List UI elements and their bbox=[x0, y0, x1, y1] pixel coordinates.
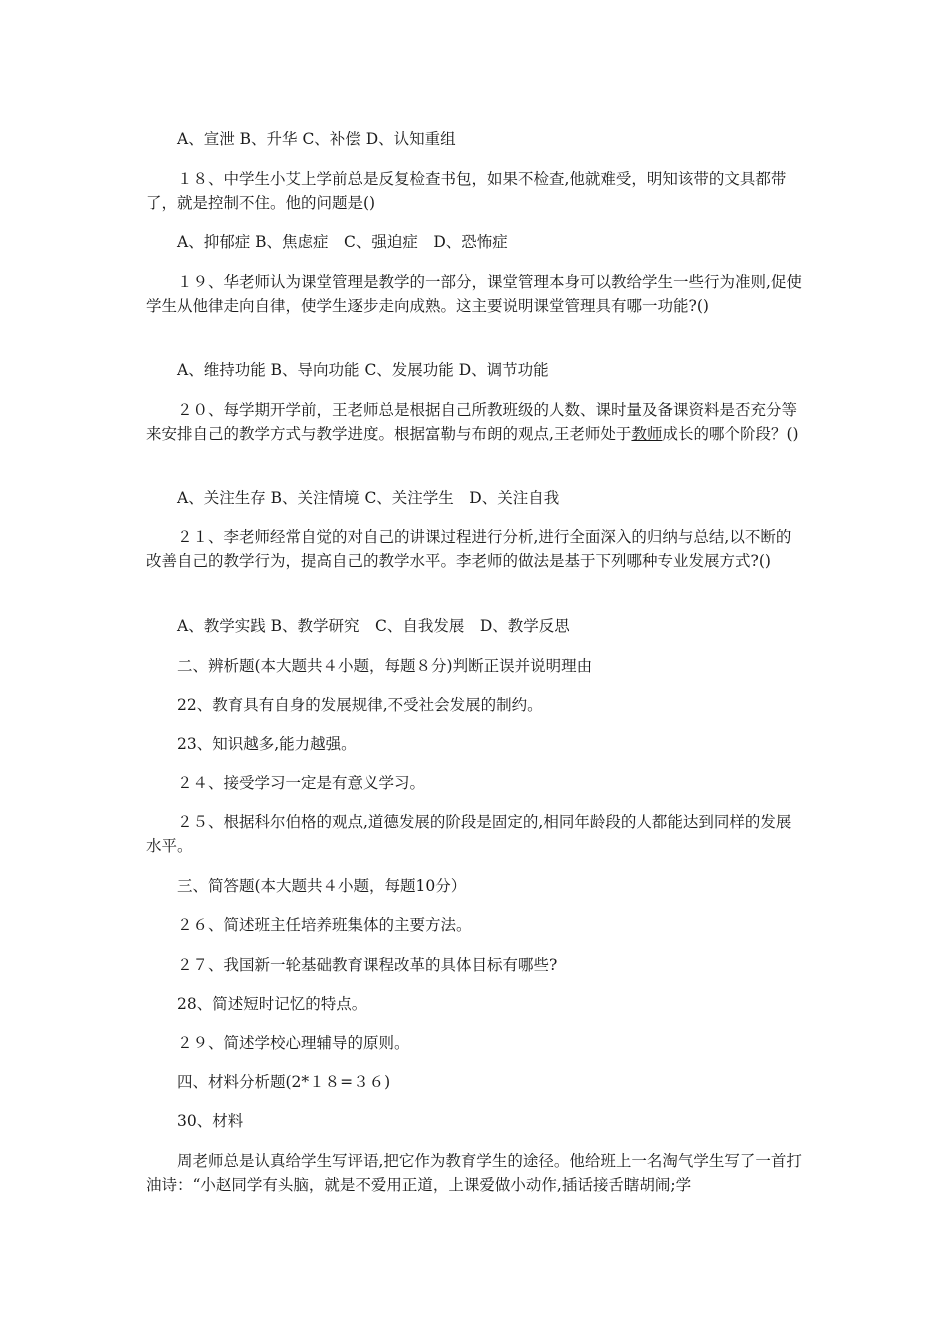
q25: ２５、根据科尔伯格的观点,道德发展的阶段是固定的,相同年龄段的人都能达到同样的发展水平。 bbox=[146, 813, 792, 855]
section-2-heading: 二、辨析题(本大题共４小题，每题８分)判断正误并说明理由 bbox=[177, 657, 593, 675]
teacher-link[interactable]: 教师 bbox=[631, 425, 663, 443]
q26: ２６、简述班主任培养班集体的主要方法。 bbox=[177, 916, 472, 934]
q28: 28、简述短时记忆的特点。 bbox=[177, 995, 368, 1013]
q24: ２４、接受学习一定是有意义学习。 bbox=[177, 774, 426, 792]
q23: 23、知识越多,能力越强。 bbox=[177, 735, 357, 753]
q20-options: A、关注生存 B、关注情境 C、关注学生 D、关注自我 bbox=[177, 489, 560, 507]
q27: ２７、我国新一轮基础教育课程改革的具体目标有哪些? bbox=[177, 956, 558, 974]
q20-text-before: ２０、每学期开学前，王老师总是根据自己所教班级的人数、课时量及备课资料是否充分等来安排自己的教学方式与教学进度。根据富勒与布朗的观点,王老师处于 bbox=[146, 401, 798, 443]
q30-material: 周老师总是认真给学生写评语,把它作为教育学生的途径。他给班上一名淘气学生写了一首打油诗：“小赵同学有头脑，就是不爱用正道，上课爱做小动作,插话接舌瞎胡闹;学 bbox=[146, 1152, 802, 1194]
q17-options: A、宣泄 B、升华 C、补偿 D、认知重组 bbox=[177, 130, 456, 148]
q29: ２９、简述学校心理辅导的原则。 bbox=[177, 1034, 410, 1052]
q18-question: １８、中学生小艾上学前总是反复检查书包，如果不检查,他就难受，明知该带的文具都带了，就是控制不住。他的问题是() bbox=[146, 170, 787, 212]
q20-text-after: 成长的哪个阶段？() bbox=[662, 425, 799, 443]
q18-options: A、抑郁症 B、焦虑症 C、强迫症 D、恐怖症 bbox=[177, 233, 508, 251]
q19-question: １９、华老师认为课堂管理是教学的一部分，课堂管理本身可以教给学生一些行为准则,促使学生从他律走向自律，使学生逐步走向成熟。这主要说明课堂管理具有哪一功能?() bbox=[146, 273, 802, 315]
section-3-heading: 三、简答题(本大题共４小题，每题10分） bbox=[177, 877, 467, 895]
q19-options: A、维持功能 B、导向功能 C、发展功能 D、调节功能 bbox=[177, 361, 549, 379]
q20-question bbox=[146, 398, 806, 446]
q21-question: ２１、李老师经常自觉的对自己的讲课过程进行分析,进行全面深入的归纳与总结,以不断的改善自己的教学行为，提高自己的教学水平。李老师的做法是基于下列哪种专业发展方式?() bbox=[146, 528, 792, 570]
section-4-heading: 四、材料分析题(2*１８=３６) bbox=[177, 1073, 391, 1091]
q22: 22、教育具有自身的发展规律,不受社会发展的制约。 bbox=[177, 696, 543, 714]
q21-options: A、教学实践 B、教学研究 C、自我发展 D、教学反思 bbox=[177, 617, 570, 635]
q30-label: 30、材料 bbox=[177, 1112, 244, 1130]
